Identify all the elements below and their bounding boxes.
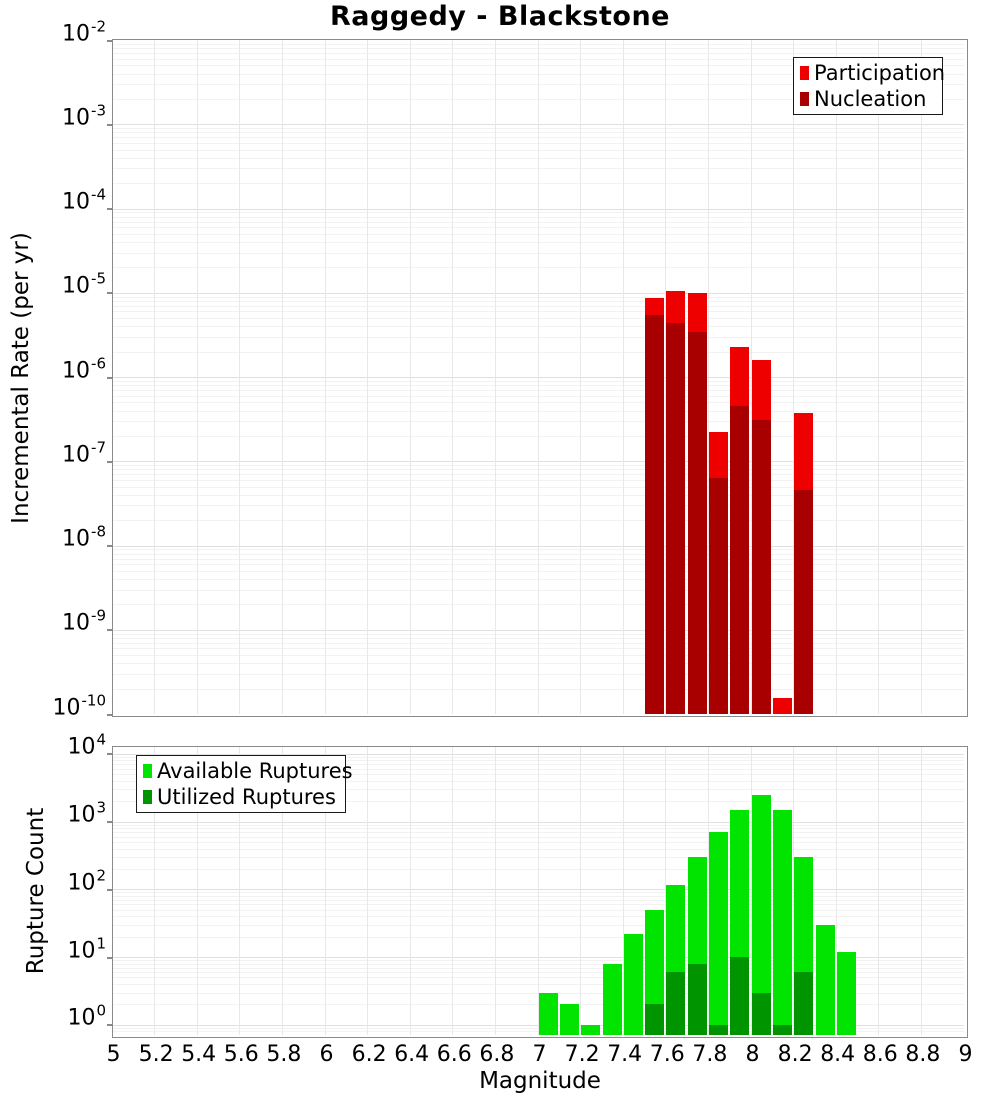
y-tick-label: $10^{-6}$	[62, 354, 106, 383]
y-tick-label: $10^4$	[67, 730, 106, 760]
bar-utilized-ruptures-m8.15	[773, 1025, 792, 1035]
x-tick-label: 6	[319, 1042, 334, 1067]
vertical-gridline	[878, 747, 879, 1035]
y-tick-label: $10^{-7}$	[62, 438, 106, 468]
x-tick-label: 5.4	[181, 1042, 217, 1067]
y-tick-label: $10^{-3}$	[62, 101, 106, 131]
participation-swatch-icon	[800, 66, 809, 80]
count-legend	[136, 755, 353, 813]
x-tick-label: 6.8	[479, 1042, 515, 1067]
y-tick-mark	[107, 545, 112, 547]
x-tick-label: 5.8	[266, 1042, 302, 1067]
page-title: Raggedy - Blackstone	[330, 1, 670, 32]
bar-participation-m8.15	[773, 698, 792, 714]
bar-nucleation-m7.75	[688, 332, 707, 714]
bar-available-ruptures-m7.05	[539, 993, 558, 1035]
y-tick-label: $10^{-5}$	[62, 269, 106, 299]
bar-available-ruptures-m8.45	[837, 952, 856, 1035]
bar-nucleation-m7.85	[709, 478, 728, 714]
available-ruptures-swatch-icon	[143, 764, 152, 778]
legend-item-nucleation	[800, 87, 936, 111]
vertical-gridline	[878, 40, 879, 714]
bar-nucleation-m7.65	[666, 323, 685, 714]
x-tick-label: 7.4	[607, 1042, 643, 1067]
bar-available-ruptures-m7.45	[624, 934, 643, 1035]
bar-utilized-ruptures-m7.85	[709, 1025, 728, 1035]
legend-label-nucleation: Nucleation	[814, 86, 927, 111]
vertical-gridline	[495, 747, 496, 1035]
vertical-gridline	[452, 40, 453, 714]
vertical-gridline	[836, 40, 837, 714]
legend-label-utilized: Utilized Ruptures	[157, 784, 336, 809]
y-tick-label: $10^0$	[67, 1001, 106, 1031]
x-tick-label: 8	[745, 1042, 760, 1067]
bar-utilized-ruptures-m7.55	[645, 1004, 664, 1035]
vertical-gridline	[197, 40, 198, 714]
y-tick-mark	[107, 821, 112, 823]
legend-item-participation	[800, 61, 946, 86]
nucleation-swatch-icon	[800, 92, 809, 106]
bar-utilized-ruptures-m7.75	[688, 964, 707, 1035]
y-tick-mark	[107, 889, 112, 891]
bar-utilized-ruptures-m7.95	[730, 957, 749, 1035]
vertical-gridline	[154, 40, 155, 714]
x-tick-label: 6.2	[351, 1042, 387, 1067]
vertical-gridline	[921, 747, 922, 1035]
y-tick-mark	[107, 753, 112, 755]
vertical-gridline	[325, 40, 326, 714]
bar-available-ruptures-m8.15	[773, 810, 792, 1035]
y-tick-mark	[107, 629, 112, 631]
bar-available-ruptures-m7.85	[709, 832, 728, 1035]
bar-nucleation-m7.95	[730, 406, 749, 714]
bar-nucleation-m8.05	[752, 420, 771, 714]
rate-plot-area	[112, 39, 968, 717]
rate-legend	[793, 57, 946, 115]
x-tick-label: 6.4	[394, 1042, 430, 1067]
y-tick-mark	[107, 461, 112, 463]
y-tick-label: $10^3$	[67, 798, 106, 828]
y-tick-mark	[107, 40, 112, 42]
y-tick-label: $10^1$	[67, 934, 106, 964]
vertical-gridline	[623, 40, 624, 714]
y-tick-mark	[107, 377, 112, 379]
bar-available-ruptures-m7.35	[603, 964, 622, 1035]
y-tick-mark	[107, 208, 112, 210]
x-tick-label: 8.4	[820, 1042, 856, 1067]
legend-label-available: Available Ruptures	[157, 759, 353, 784]
bar-available-ruptures-m8.35	[816, 925, 835, 1035]
x-tick-label: 7.6	[649, 1042, 685, 1067]
x-axis-title: Magnitude	[479, 1068, 601, 1094]
x-tick-label: 8.8	[905, 1042, 941, 1067]
count-y-axis-title: Rupture Count	[23, 807, 49, 975]
vertical-gridline	[282, 40, 283, 714]
bar-utilized-ruptures-m8.05	[752, 993, 771, 1035]
y-tick-mark	[107, 714, 112, 716]
vertical-gridline	[580, 747, 581, 1035]
y-tick-mark	[107, 957, 112, 959]
vertical-gridline	[367, 747, 368, 1035]
bar-utilized-ruptures-m8.25	[794, 972, 813, 1035]
x-tick-label: 9	[958, 1042, 973, 1067]
vertical-gridline	[239, 40, 240, 714]
x-tick-label: 7.8	[692, 1042, 728, 1067]
x-tick-label: 5.6	[223, 1042, 259, 1067]
y-tick-mark	[107, 124, 112, 126]
vertical-gridline	[580, 40, 581, 714]
utilized-ruptures-swatch-icon	[143, 790, 152, 804]
vertical-gridline	[921, 40, 922, 714]
y-tick-label: $10^{-4}$	[62, 185, 106, 215]
legend-item-available	[143, 759, 353, 784]
bar-nucleation-m7.55	[645, 315, 664, 714]
bar-available-ruptures-m7.15	[560, 1004, 579, 1035]
vertical-gridline	[410, 747, 411, 1035]
legend-label-participation: Participation	[814, 61, 946, 86]
x-tick-label: 5.2	[138, 1042, 174, 1067]
legend-item-utilized	[143, 785, 339, 809]
bar-utilized-ruptures-m7.65	[666, 972, 685, 1035]
x-tick-label: 6.6	[436, 1042, 472, 1067]
x-tick-label: 7.2	[564, 1042, 600, 1067]
x-tick-label: 8.6	[862, 1042, 898, 1067]
vertical-gridline	[538, 40, 539, 714]
x-tick-label: 8.2	[777, 1042, 813, 1067]
y-tick-label: $10^2$	[67, 866, 106, 896]
vertical-gridline	[452, 747, 453, 1035]
bar-available-ruptures-m7.25	[581, 1025, 600, 1035]
rate-y-axis-title: Incremental Rate (per yr)	[8, 232, 34, 524]
x-tick-label: 5	[106, 1042, 121, 1067]
y-tick-mark	[107, 292, 112, 294]
y-tick-label: $10^{-2}$	[62, 17, 106, 46]
bar-nucleation-m8.25	[794, 490, 813, 714]
vertical-gridline	[495, 40, 496, 714]
vertical-gridline	[410, 40, 411, 714]
y-tick-label: $10^{-9}$	[62, 606, 106, 636]
x-tick-label: 7	[532, 1042, 547, 1067]
y-tick-label: $10^{-8}$	[62, 522, 106, 552]
y-tick-mark	[107, 1024, 112, 1026]
y-tick-label: $10^{-10}$	[52, 691, 106, 720]
vertical-gridline	[367, 40, 368, 714]
